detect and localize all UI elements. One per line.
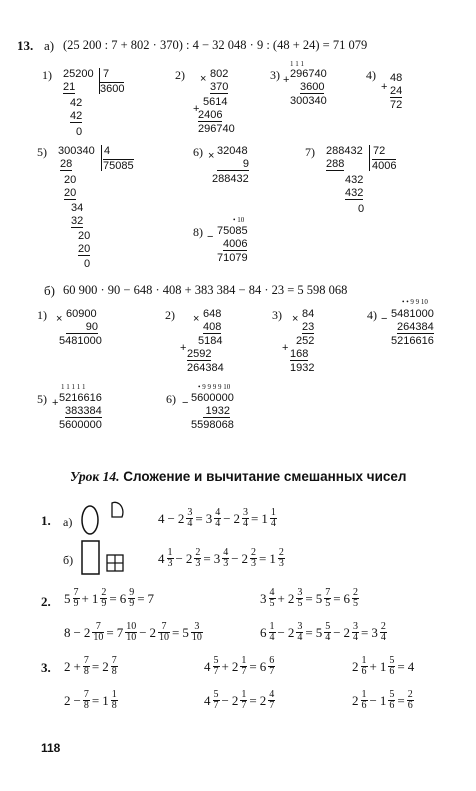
- step-label: 1): [42, 68, 52, 82]
- mul-partial: 5614: [203, 96, 228, 108]
- div-quotient: 4006: [372, 160, 397, 172]
- carry-digits: • 10: [233, 216, 245, 224]
- task3-eq3: 2 $\frac{1}{6}$ + 1 $\frac{5}{6}$ = 4: [352, 655, 415, 677]
- step-label: 3): [272, 308, 282, 322]
- add-sign: +: [381, 81, 388, 93]
- div-rem: 0: [76, 126, 83, 138]
- mul-sign: ×: [208, 150, 215, 162]
- mul-partial: 2406: [198, 109, 223, 121]
- div-quotient: 75085: [103, 160, 134, 172]
- step-label: 4): [367, 308, 377, 322]
- add-operand: 48: [390, 72, 403, 84]
- mul-operand: 408: [203, 321, 222, 333]
- mul-operand: 84: [302, 308, 315, 320]
- mul-partial: 252: [296, 335, 315, 347]
- div-sub: 42: [70, 110, 83, 122]
- task13b-label: б): [44, 283, 55, 298]
- lesson-prefix: Урок 14.: [70, 469, 120, 484]
- add-result: 300340: [290, 95, 327, 107]
- add-operand: 5216616: [59, 392, 102, 404]
- step-label: 6): [166, 392, 176, 406]
- task2-eq2: 3 $\frac{4}{5}$ + 2 $\frac{3}{5}$ = 5 $\frac{7}{5}$ = 6 $\frac{2}{5}$: [260, 587, 359, 609]
- div-sub: 20: [78, 243, 91, 255]
- div-rem: 20: [64, 174, 77, 186]
- mul-partial: 5184: [198, 335, 223, 347]
- add-result: 5600000: [59, 419, 102, 431]
- task13-number: 13.: [17, 38, 34, 53]
- task2-eq1: 5 $\frac{7}{9}$ + 1 $\frac{2}{9}$ = 6 $\frac{9}{9}$ = 7: [64, 587, 155, 609]
- mul-operand: 60900: [66, 308, 97, 320]
- rectangle-shape: [80, 539, 102, 577]
- step-label: 2): [175, 68, 185, 82]
- sub-operand: 4006: [223, 238, 248, 250]
- mul-result: 288432: [212, 173, 249, 185]
- sub-result: 5598068: [191, 419, 234, 431]
- half-circle-shape: [110, 501, 124, 519]
- div-sub: 288: [326, 158, 345, 170]
- add-sign: +: [282, 342, 289, 354]
- sub-result: 5216616: [391, 335, 434, 347]
- mul-sign: ×: [56, 313, 63, 325]
- task2-number: 2.: [41, 594, 51, 609]
- sub-sign: −: [207, 231, 214, 243]
- sub-sign: −: [182, 397, 189, 409]
- mul-operand: 370: [210, 81, 229, 93]
- div-sub: 28: [60, 158, 73, 170]
- task3-number: 3.: [41, 660, 51, 675]
- lesson-title: Сложение и вычитание смешанных чисел: [123, 469, 407, 484]
- div-divisor: 7: [103, 68, 110, 80]
- div-rem: 432: [345, 174, 364, 186]
- carry-digits: 1 1 1 1 1: [61, 383, 86, 391]
- mul-result: 1932: [290, 362, 315, 374]
- add-operand: 383384: [65, 405, 102, 417]
- mul-result: 5481000: [59, 335, 102, 347]
- task3-eq6: 2 $\frac{1}{6}$ − 1 $\frac{5}{6}$ = $\frac{2}{6}$: [352, 689, 413, 711]
- task13a-expression: (25 200 : 7 + 802 · 370) : 4 − 32 048 · 9 : (48 + 24) = 71 079: [63, 38, 368, 52]
- step-label: 7): [305, 145, 315, 159]
- mul-operand: 32048: [217, 145, 248, 157]
- task1-number: 1.: [41, 513, 51, 528]
- task1b-label: б): [63, 553, 74, 567]
- task1a-equation: 4 − 2 $\frac{3}{4}$ = 3 $\frac{4}{4}$ − 2 $\frac{3}{4}$ = 1 $\frac{1}{4}$: [158, 507, 276, 529]
- mul-partial: 2592: [187, 348, 212, 360]
- mul-result: 264384: [187, 362, 224, 374]
- mul-operand: 648: [203, 308, 222, 320]
- div-bar: [99, 68, 100, 94]
- square-divided-shape: [105, 553, 125, 573]
- mul-operand: 802: [210, 68, 229, 80]
- add-operand: 3600: [300, 81, 325, 93]
- task1a-label: а): [63, 515, 73, 529]
- mul-sign: ×: [292, 313, 299, 325]
- div-rem: 34: [71, 202, 84, 214]
- add-result: 72: [390, 99, 403, 111]
- step-label: 8): [193, 225, 203, 239]
- mul-operand: 90: [66, 322, 98, 334]
- add-operand: 296740: [290, 68, 327, 80]
- div-bar: [101, 145, 102, 171]
- div-dividend: 25200: [63, 68, 94, 80]
- add-sign: +: [52, 397, 59, 409]
- div-dividend: 300340: [58, 145, 95, 157]
- task1b-equation: 4 $\frac{1}{3}$ − 2 $\frac{2}{3}$ = 3 $\frac{4}{3}$ − 2 $\frac{2}{3}$ = 1 $\frac{2}{3}$: [158, 547, 284, 569]
- mul-partial: 168: [290, 348, 309, 360]
- step-label: 4): [366, 68, 376, 82]
- task2-eq4: 6 $\frac{1}{4}$ − 2 $\frac{3}{4}$ = 5 $\frac{5}{4}$ − 2 $\frac{3}{4}$ = 3 $\frac{2}{4}$: [260, 621, 386, 643]
- step-label: 2): [165, 308, 175, 322]
- div-quotient: 3600: [100, 83, 125, 95]
- lesson-header: [70, 469, 406, 485]
- div-dividend: 288432: [326, 145, 363, 157]
- add-sign: +: [193, 103, 200, 115]
- step-label: 3): [270, 68, 280, 82]
- sub-operand: 5481000: [391, 308, 434, 320]
- sub-operand: 264384: [397, 321, 434, 333]
- div-rem: 0: [84, 258, 91, 270]
- sub-result: 71079: [217, 252, 248, 264]
- task3-eq1: 2 + $\frac{7}{8}$ = 2 $\frac{7}{8}$: [64, 655, 117, 677]
- step-label: 5): [37, 145, 47, 159]
- carry-digits: 1 1 1: [290, 60, 304, 68]
- div-sub: 20: [64, 187, 77, 199]
- task3-eq2: 4 $\frac{5}{7}$ + 2 $\frac{1}{7}$ = 6 $\frac{6}{7}$: [204, 655, 275, 677]
- task2-eq3: 8 − 2 $\frac{7}{10}$ = 7 $\frac{10}{10}$ − 2 $\frac{7}{10}$ = 5 $\frac{3}{10}$: [64, 621, 202, 643]
- page-number: 118: [41, 741, 61, 755]
- task3-eq5: 4 $\frac{5}{7}$ − 2 $\frac{1}{7}$ = 2 $\frac{4}{7}$: [204, 689, 275, 711]
- div-divisor: 4: [104, 145, 111, 157]
- sub-operand: 5600000: [191, 392, 234, 404]
- div-sub: 21: [63, 81, 76, 93]
- task3-eq4: 2 − $\frac{7}{8}$ = 1 $\frac{1}{8}$: [64, 689, 117, 711]
- div-rem: 20: [78, 230, 91, 242]
- div-sub: 32: [71, 215, 84, 227]
- add-sign: +: [180, 342, 187, 354]
- sub-operand: 1932: [203, 406, 230, 418]
- sub-operand: 75085: [217, 225, 248, 237]
- add-sign: +: [283, 74, 290, 86]
- carry-digits: • 9 9 9 9 10: [198, 383, 231, 391]
- step-label: 5): [37, 392, 47, 406]
- div-bar: [369, 145, 370, 171]
- div-divisor: 72: [373, 145, 386, 157]
- div-sub: 432: [345, 187, 364, 199]
- div-rem: 0: [358, 203, 365, 215]
- task13b-expression: 60 900 · 90 − 648 · 408 + 383 384 − 84 · 23 = 5 598 068: [63, 283, 348, 297]
- task13a-label: а): [44, 38, 55, 53]
- mul-operand: 23: [302, 321, 315, 333]
- div-rem: 42: [70, 97, 83, 109]
- sub-sign: −: [381, 313, 388, 325]
- mul-sign: ×: [193, 313, 200, 325]
- step-label: 1): [37, 308, 47, 322]
- add-operand: 24: [390, 85, 403, 97]
- mul-operand: 9: [217, 159, 249, 171]
- ellipse-shape: [79, 503, 101, 537]
- mul-sign: ×: [200, 73, 207, 85]
- mul-result: 296740: [198, 123, 235, 135]
- carry-digits: • • 9 9 10: [402, 298, 428, 306]
- step-label: 6): [193, 145, 203, 159]
